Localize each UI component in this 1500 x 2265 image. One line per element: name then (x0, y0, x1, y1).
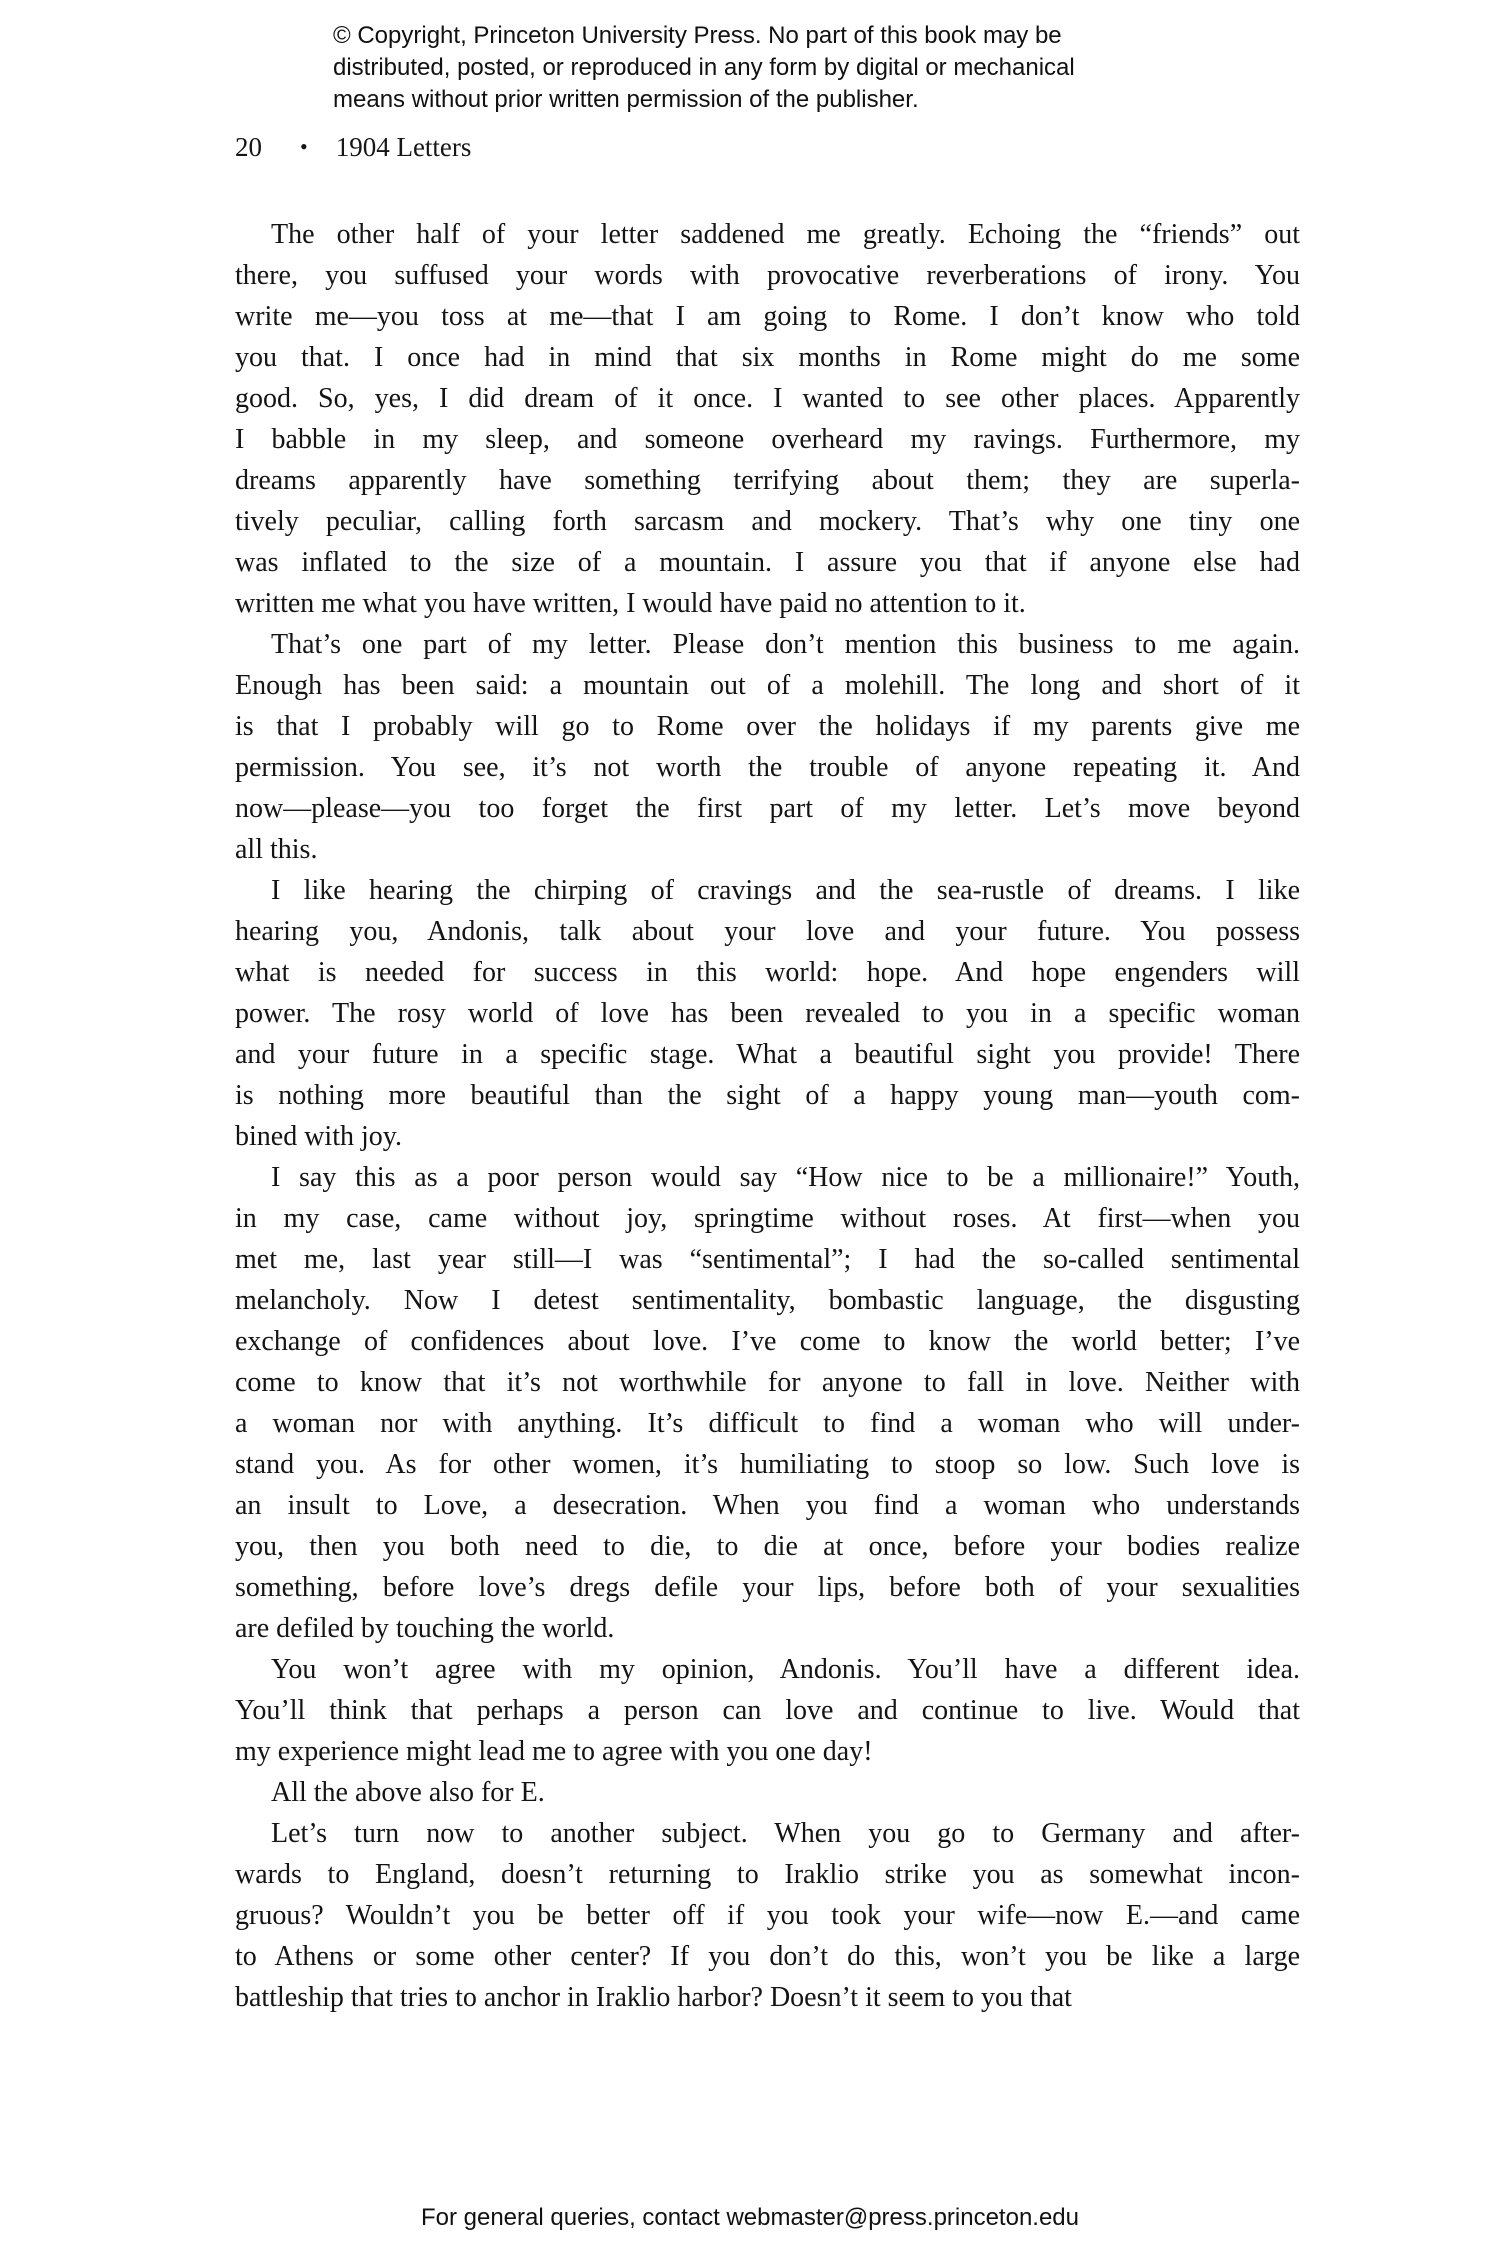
text-line: all this. (235, 834, 318, 865)
text-line: was inflated to the size of a mountain. I assure you that if anyone else had (235, 547, 1300, 578)
text-line: melancholy. Now I detest sentimentality, bombastic language, the disgusting (235, 1285, 1300, 1316)
text-line: That’s one part of my letter. Please don’t mention this business to me again. (271, 629, 1300, 660)
text-line: now—please—you too forget the first part of my letter. Let’s move beyond (235, 793, 1300, 824)
copyright-line: © Copyright, Princeton University Press. No part of this book may be (333, 22, 1062, 49)
text-line: a woman nor with anything. It’s difficult to find a woman who will under- (235, 1408, 1300, 1439)
text-line: I say this as a poor person would say “How nice to be a millionaire!” Youth, (271, 1162, 1300, 1193)
text-line: power. The rosy world of love has been revealed to you in a specific woman (235, 998, 1300, 1029)
text-line: exchange of confidences about love. I’ve come to know the world better; I’ve (235, 1326, 1300, 1357)
bullet-separator: • (300, 134, 308, 159)
paragraph (235, 1649, 1300, 1772)
text-line: you that. I once had in mind that six months in Rome might do me some (235, 342, 1300, 373)
text-line: All the above also for E. (271, 1777, 545, 1808)
footer-text: For general queries, contact (420, 2204, 727, 2231)
text-line: my experience might lead me to agree with you one day! (235, 1736, 873, 1767)
copyright-line: means without prior written permission of the publisher. (333, 86, 919, 113)
text-line: gruous? Wouldn’t you be better off if you took your wife—now E.—and came (235, 1900, 1300, 1931)
text-line: in my case, came without joy, springtime without roses. At first—when you (235, 1203, 1300, 1234)
text-line: you, then you both need to die, to die at once, before your bodies realize (235, 1531, 1300, 1562)
text-line: what is needed for success in this world: hope. And hope engenders will (235, 957, 1300, 988)
text-line: Let’s turn now to another subject. When you go to Germany and after- (271, 1818, 1300, 1849)
text-line: You won’t agree with my opinion, Andonis. You’ll have a different idea. (271, 1654, 1300, 1685)
webmaster-email-link[interactable]: webmaster@press.princeton.edu (726, 2204, 1080, 2231)
text-line: bined with joy. (235, 1121, 402, 1152)
text-line: I like hearing the chirping of cravings and the sea-rustle of dreams. I like (271, 875, 1300, 906)
text-line: an insult to Love, a desecration. When you find a woman who understands (235, 1490, 1300, 1521)
text-line: something, before love’s dregs defile your lips, before both of your sexualities (235, 1572, 1300, 1603)
text-line: I babble in my sleep, and someone overheard my ravings. Furthermore, my (235, 424, 1300, 455)
text-line: tively peculiar, calling forth sarcasm and mockery. That’s why one tiny one (235, 506, 1300, 537)
text-line: wards to England, doesn’t returning to Iraklio strike you as somewhat incon- (235, 1859, 1300, 1890)
paragraph (235, 870, 1300, 1157)
letter-body (235, 214, 1300, 2018)
page-footer (0, 2203, 1500, 2233)
copyright-notice (333, 20, 1075, 116)
paragraph (235, 624, 1300, 870)
text-line: Enough has been said: a mountain out of a molehill. The long and short of it (235, 670, 1300, 701)
text-line: are defiled by touching the world. (235, 1613, 615, 1644)
text-line: The other half of your letter saddened me greatly. Echoing the “friends” out (271, 219, 1300, 250)
text-line: You’ll think that perhaps a person can love and continue to live. Would that (235, 1695, 1300, 1726)
text-line: there, you suffused your words with provocative reverberations of irony. You (235, 260, 1300, 291)
text-line: and your future in a specific stage. What a beautiful sight you provide! There (235, 1039, 1300, 1070)
text-line: dreams apparently have something terrifying about them; they are superla- (235, 465, 1300, 496)
text-line: write me—you toss at me—that I am going to Rome. I don’t know who told (235, 301, 1300, 332)
text-line: hearing you, Andonis, talk about your love and your future. You possess (235, 916, 1300, 947)
text-line: met me, last year still—I was “sentimental”; I had the so-called sentimental (235, 1244, 1300, 1275)
running-header-title: 1904 Letters (335, 132, 472, 162)
text-line: written me what you have written, I would have paid no attention to it. (235, 588, 1026, 619)
copyright-line: distributed, posted, or reproduced in any form by digital or mechanical (333, 54, 1075, 81)
text-line: battleship that tries to anchor in Iraklio harbor? Doesn’t it seem to you that (235, 1982, 1072, 2013)
text-line: is that I probably will go to Rome over the holidays if my parents give me (235, 711, 1300, 742)
paragraph (235, 1772, 1300, 1813)
running-header (235, 130, 471, 164)
text-line: is nothing more beautiful than the sight of a happy young man—youth com- (235, 1080, 1300, 1111)
paragraph (235, 1157, 1300, 1649)
text-line: stand you. As for other women, it’s humiliating to stoop so low. Such love is (235, 1449, 1300, 1480)
text-line: permission. You see, it’s not worth the trouble of anyone repeating it. And (235, 752, 1300, 783)
text-line: to Athens or some other center? If you don’t do this, won’t you be like a large (235, 1941, 1300, 1972)
paragraph (235, 214, 1300, 624)
page-number: 20 (235, 132, 262, 162)
text-line: good. So, yes, I did dream of it once. I wanted to see other places. Apparently (235, 383, 1300, 414)
text-line: come to know that it’s not worthwhile for anyone to fall in love. Neither with (235, 1367, 1300, 1398)
paragraph (235, 1813, 1300, 2018)
